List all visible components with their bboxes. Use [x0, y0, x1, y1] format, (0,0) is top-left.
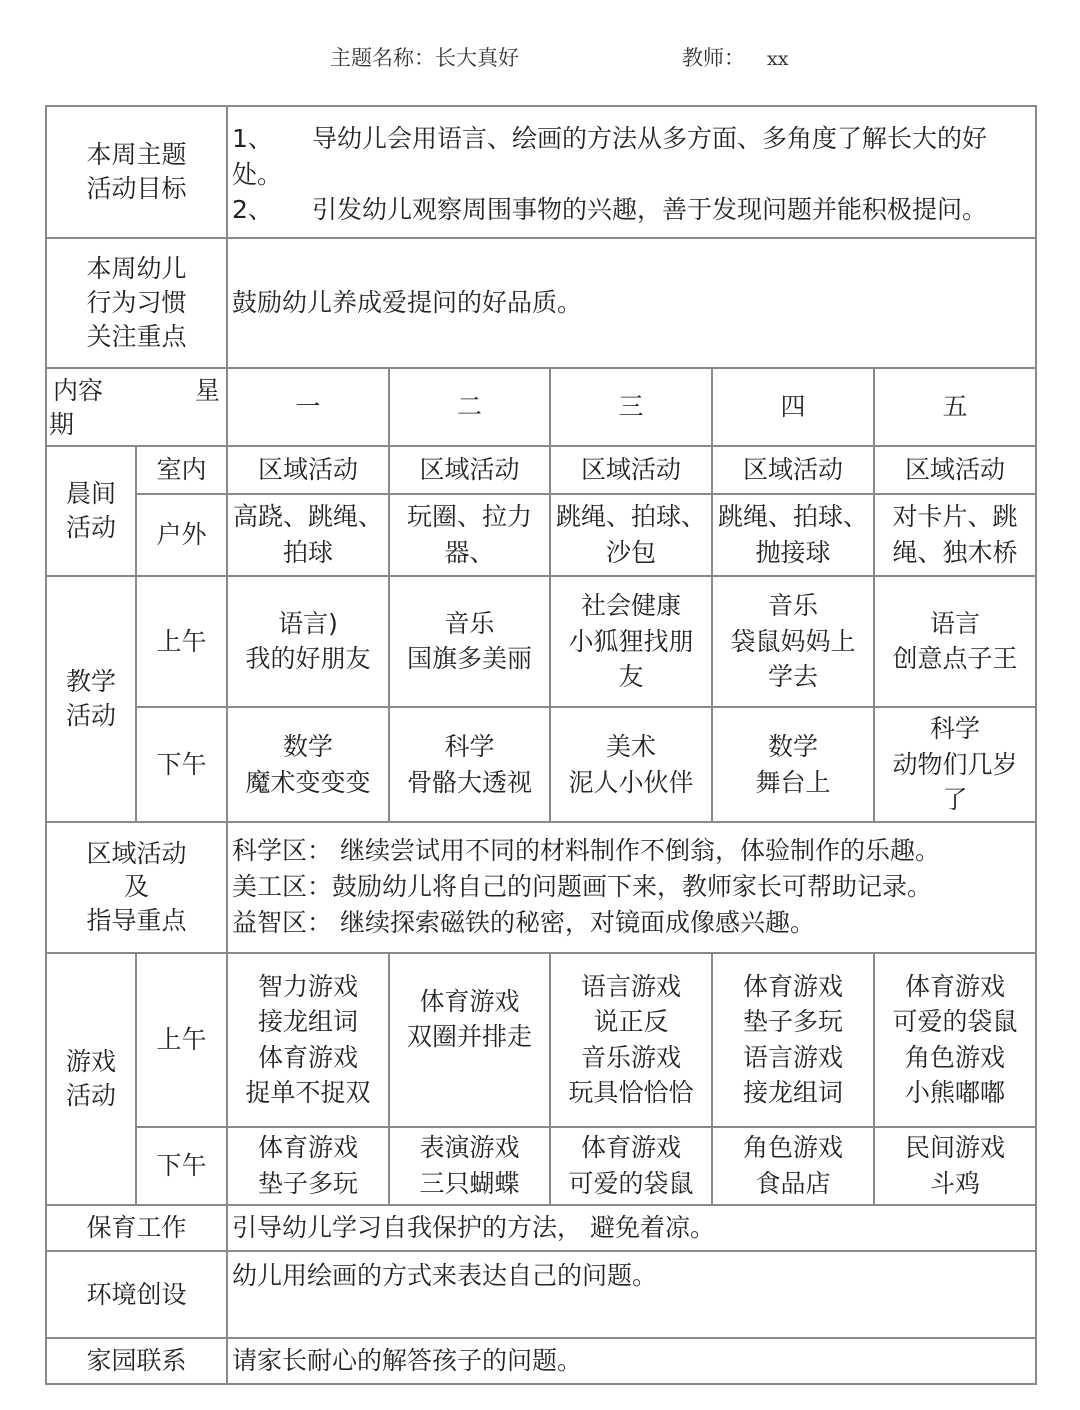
content-weekday-corner: 内容 星 期 — [46, 368, 227, 445]
teacher-label: 教师： — [682, 46, 745, 70]
teaching-am-row — [46, 576, 1036, 708]
games-am-cell: 体育游戏 双圈并排走 — [389, 953, 550, 1127]
morning-outdoor-row — [46, 494, 1036, 575]
goals-content — [227, 106, 1036, 238]
games-pm-cell: 角色游戏 食品店 — [712, 1127, 874, 1205]
day-friday: 五 — [874, 368, 1036, 445]
games-am-row — [46, 953, 1036, 1127]
day-wednesday: 三 — [550, 368, 712, 445]
goal-item-2: 2、 引发幼儿观察周围事物的兴趣，善于发现问题并能积极提问。 — [232, 195, 988, 224]
games-pm-row — [46, 1127, 1036, 1205]
teaching-pm-label: 下午 — [136, 707, 227, 822]
indoor-cell: 区域活动 — [712, 446, 874, 494]
outdoor-label: 户外 — [136, 494, 227, 575]
habits-label: 本周幼儿 行为习惯 关注重点 — [46, 238, 227, 369]
teaching-pm-cell: 数学 舞台上 — [712, 707, 874, 822]
games-pm-label: 下午 — [136, 1127, 227, 1205]
home-label: 家园联系 — [46, 1338, 227, 1384]
games-am-cell: 语言游戏 说正反 音乐游戏 玩具恰恰恰 — [550, 953, 712, 1127]
morning-label: 晨间 活动 — [46, 446, 136, 576]
home-row — [46, 1338, 1036, 1384]
indoor-cell: 区域活动 — [227, 446, 389, 494]
teaching-am-cell: 语言) 我的好朋友 — [227, 576, 389, 708]
area-item-art: 美工区：鼓励幼儿将自己的问题画下来，教师家长可帮助记录。 — [232, 872, 933, 902]
indoor-cell: 区域活动 — [550, 446, 712, 494]
care-label: 保育工作 — [46, 1205, 227, 1251]
teacher-info — [682, 42, 788, 72]
games-pm-cell: 体育游戏 可爱的袋鼠 — [550, 1127, 712, 1205]
teacher-value: xx — [767, 48, 789, 70]
games-am-cell: 体育游戏 垫子多玩 语言游戏 接龙组词 — [712, 953, 874, 1127]
teaching-am-cell: 音乐 国旗多美丽 — [389, 576, 550, 708]
teaching-pm-cell: 美术 泥人小伙伴 — [550, 707, 712, 822]
area-content — [227, 822, 1036, 953]
teaching-am-cell: 音乐 袋鼠妈妈上 学去 — [712, 576, 874, 708]
area-item-science: 科学区： 继续尝试用不同的材料制作不倒翁，体验制作的乐趣。 — [232, 835, 940, 865]
weekly-plan-table — [45, 105, 1037, 1385]
teaching-am-label: 上午 — [136, 576, 227, 708]
goals-row — [46, 106, 1036, 238]
theme-label: 主题名称： — [330, 46, 435, 70]
care-row — [46, 1205, 1036, 1251]
teaching-pm-cell: 数学 魔术变变变 — [227, 707, 389, 822]
day-monday: 一 — [227, 368, 389, 445]
care-content: 引导幼儿学习自我保护的方法， 避免着凉。 — [227, 1205, 1036, 1251]
games-pm-cell: 民间游戏 斗鸡 — [874, 1127, 1036, 1205]
goals-label: 本周主题 活动目标 — [46, 106, 227, 238]
teaching-pm-cell: 科学 骨骼大透视 — [389, 707, 550, 822]
day-thursday: 四 — [712, 368, 874, 445]
outdoor-cell: 跳绳、拍球、 沙包 — [550, 494, 712, 575]
indoor-label: 室内 — [136, 446, 227, 494]
teaching-am-cell: 社会健康 小狐狸找朋 友 — [550, 576, 712, 708]
habits-row — [46, 238, 1036, 369]
games-pm-cell: 体育游戏 垫子多玩 — [227, 1127, 389, 1205]
outdoor-cell: 跳绳、拍球、 抛接球 — [712, 494, 874, 575]
area-item-puzzle: 益智区： 继续探索磁铁的秘密，对镜面成像感兴趣。 — [232, 908, 815, 938]
area-label: 区域活动 及 指导重点 — [46, 822, 227, 953]
theme-title — [330, 42, 519, 72]
environment-row — [46, 1251, 1036, 1337]
teaching-pm-row — [46, 707, 1036, 822]
home-content: 请家长耐心的解答孩子的问题。 — [227, 1338, 1036, 1384]
teaching-am-cell: 语言 创意点子王 — [874, 576, 1036, 708]
outdoor-cell: 玩圈、拉力 器、 — [389, 494, 550, 575]
games-pm-cell: 表演游戏 三只蝴蝶 — [389, 1127, 550, 1205]
indoor-cell: 区域活动 — [874, 446, 1036, 494]
day-tuesday: 二 — [389, 368, 550, 445]
theme-value: 长大真好 — [435, 46, 519, 70]
games-am-cell: 体育游戏 可爱的袋鼠 角色游戏 小熊嘟嘟 — [874, 953, 1036, 1127]
games-am-label: 上午 — [136, 953, 227, 1127]
indoor-cell: 区域活动 — [389, 446, 550, 494]
day-header-row — [46, 368, 1036, 445]
area-row — [46, 822, 1036, 953]
environment-content: 幼儿用绘画的方式来表达自己的问题。 — [227, 1251, 1036, 1337]
habits-content: 鼓励幼儿养成爱提问的好品质。 — [227, 238, 1036, 369]
teaching-label: 教学 活动 — [46, 576, 136, 822]
morning-indoor-row — [46, 446, 1036, 494]
games-label: 游戏 活动 — [46, 953, 136, 1205]
outdoor-cell: 高跷、跳绳、 拍球 — [227, 494, 389, 575]
teaching-pm-cell: 科学 动物们几岁 了 — [874, 707, 1036, 822]
outdoor-cell: 对卡片、跳 绳、独木桥 — [874, 494, 1036, 575]
games-am-cell: 智力游戏 接龙组词 体育游戏 捉单不捉双 — [227, 953, 389, 1127]
goal-item-1: 1、 导幼儿会用语言、绘画的方法从多方面、多角度了解长大的好处。 — [232, 124, 988, 189]
environment-label: 环境创设 — [46, 1251, 227, 1337]
